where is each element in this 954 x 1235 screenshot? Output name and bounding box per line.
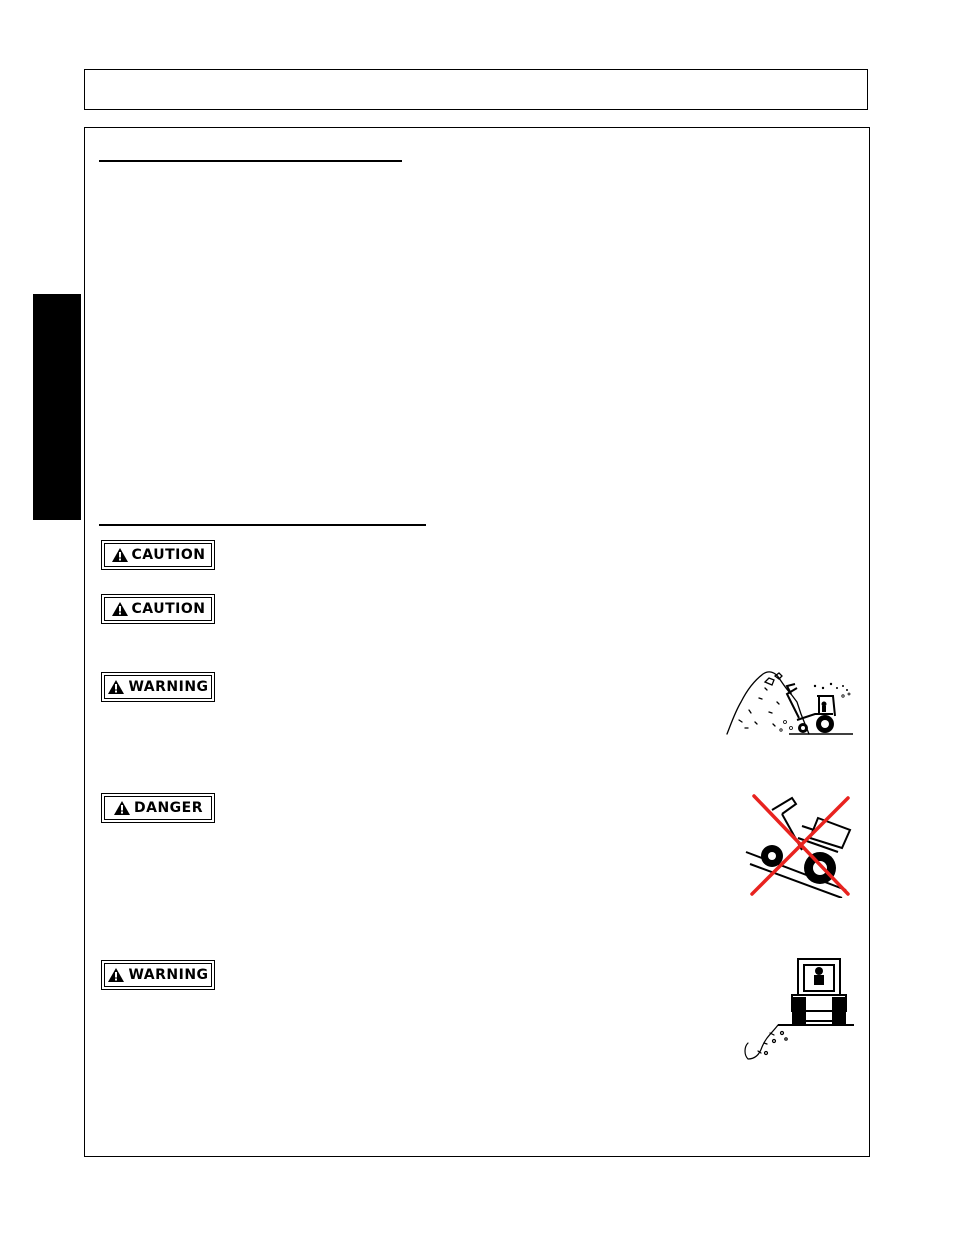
warning-triangle-icon (111, 601, 129, 617)
tractor-rollover-prohibited-icon (742, 790, 854, 898)
warning-label-1 (101, 672, 215, 702)
section-heading-rule-2 (99, 524, 426, 526)
danger-label-1 (101, 793, 215, 823)
caution-label-text: CAUTION (131, 601, 206, 617)
section-heading-rule-1 (99, 160, 402, 162)
warning-label-text: WARNING (128, 967, 209, 983)
warning-triangle-icon (111, 547, 129, 563)
warning-triangle-icon (113, 800, 131, 816)
danger-label-text: DANGER (133, 800, 203, 816)
page-header-frame (84, 69, 868, 110)
tractor-rear-dropoff-icon (742, 955, 854, 1065)
tractor-loader-debris-icon (725, 662, 853, 736)
warning-triangle-icon (107, 679, 125, 695)
caution-label-1 (101, 540, 215, 570)
caution-label-2 (101, 594, 215, 624)
warning-label-text: WARNING (128, 679, 209, 695)
warning-label-2 (101, 960, 215, 990)
section-side-tab (33, 294, 81, 520)
warning-triangle-icon (107, 967, 125, 983)
caution-label-text: CAUTION (131, 547, 206, 563)
